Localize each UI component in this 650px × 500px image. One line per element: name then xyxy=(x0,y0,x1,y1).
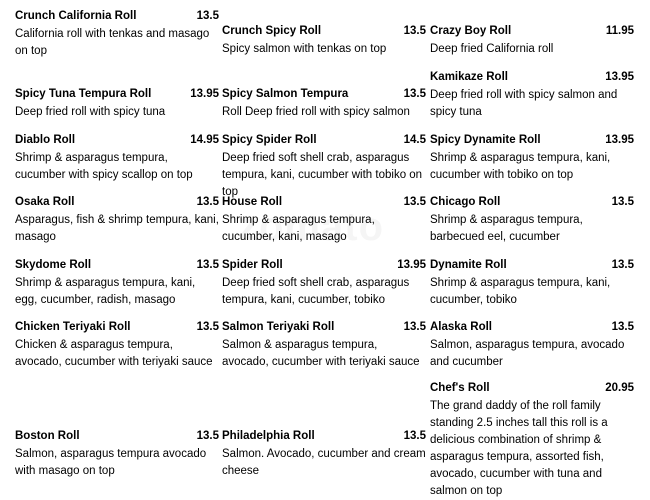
menu-item xyxy=(430,257,634,309)
menu-item xyxy=(222,23,426,58)
item-description: Shrimp & asparagus tempura, kani, egg, cucumber, radish, masago xyxy=(15,277,196,306)
item-name: Diablo Roll xyxy=(15,134,76,146)
item-name: Crunch Spicy Roll xyxy=(222,25,322,37)
menu-item xyxy=(222,132,426,201)
menu-item xyxy=(222,428,426,480)
menu-item xyxy=(15,194,219,246)
item-price: 13.5 xyxy=(611,196,634,208)
item-description: Deep fried soft shell crab, asparagus tempura, kani, cucumber with tobiko on top xyxy=(222,152,423,198)
item-name: Chef's Roll xyxy=(430,382,490,394)
item-description: Shrimp & asparagus tempura, cucumber with spicy scallop on top xyxy=(15,152,193,181)
item-price: 13.5 xyxy=(196,321,219,333)
item-description: Asparagus, fish & shrimp tempura, kani, masago xyxy=(15,214,219,243)
item-price: 14.5 xyxy=(403,134,426,146)
item-price: 13.5 xyxy=(403,430,426,442)
item-name: Osaka Roll xyxy=(15,196,75,208)
item-name: Chicago Roll xyxy=(430,196,501,208)
menu-item xyxy=(430,319,634,371)
item-description: The grand daddy of the roll family standing 2.5 inches tall this roll is a delicious combination of shrimp & asparagus tempura, assorted fish, avocado, cucumber with tuna and salmon on top xyxy=(430,400,608,497)
item-name: Kamikaze Roll xyxy=(430,71,508,83)
menu-item xyxy=(430,23,634,58)
item-price: 11.95 xyxy=(605,25,634,37)
item-price: 13.5 xyxy=(403,88,426,100)
menu-item xyxy=(222,86,426,121)
item-price: 13.5 xyxy=(611,321,634,333)
item-price: 20.95 xyxy=(605,382,634,394)
menu-item xyxy=(430,132,634,184)
item-price: 13.5 xyxy=(196,430,219,442)
item-name: Salmon Teriyaki Roll xyxy=(222,321,335,333)
item-price: 13.5 xyxy=(403,25,426,37)
item-description: Deep fried roll with spicy salmon and spicy tuna xyxy=(430,89,618,118)
item-description: Deep fried soft shell crab, asparagus tempura, kani, cucumber, tobiko xyxy=(222,277,410,306)
item-name: Dynamite Roll xyxy=(430,259,507,271)
item-name: Spicy Tuna Tempura Roll xyxy=(15,88,152,100)
item-name: Spicy Spider Roll xyxy=(222,134,317,146)
item-description: Salmon & asparagus tempura, avocado, cucumber with teriyaki sauce xyxy=(222,339,420,368)
item-description: Spicy salmon with tenkas on top xyxy=(222,43,387,55)
item-price: 13.95 xyxy=(190,88,219,100)
item-name: Crazy Boy Roll xyxy=(430,25,512,37)
item-name: Boston Roll xyxy=(15,430,80,442)
item-description: Shrimp & asparagus tempura, barbecued eel, cucumber xyxy=(430,214,583,243)
item-description: Salmon, asparagus tempura avocado with masago on top xyxy=(15,448,207,477)
item-price: 13.95 xyxy=(605,134,634,146)
item-price: 13.5 xyxy=(196,259,219,271)
menu-item xyxy=(15,86,219,121)
item-price: 13.5 xyxy=(403,196,426,208)
menu-item xyxy=(15,8,219,60)
menu-item xyxy=(430,194,634,246)
menu-item xyxy=(15,319,219,371)
menu-item xyxy=(222,319,426,371)
item-description: Deep fried roll with spicy tuna xyxy=(15,106,166,118)
menu-item xyxy=(430,380,634,500)
item-price: 13.95 xyxy=(397,259,426,271)
item-price: 13.5 xyxy=(611,259,634,271)
menu-item xyxy=(15,132,219,184)
item-price: 13.5 xyxy=(196,196,219,208)
item-description: Shrimp & asparagus tempura, cucumber, kani, masago xyxy=(222,214,375,243)
menu-item xyxy=(15,428,219,480)
item-description: Salmon, asparagus tempura, avocado and cucumber xyxy=(430,339,625,368)
item-description: California roll with tenkas and masago on top xyxy=(15,28,210,57)
item-name: Philadelphia Roll xyxy=(222,430,315,442)
item-description: Shrimp & asparagus tempura, kani, cucumber, tobiko xyxy=(430,277,611,306)
item-description: Roll Deep fried roll with spicy salmon xyxy=(222,106,410,118)
menu-item xyxy=(15,257,219,309)
item-price: 13.95 xyxy=(605,71,634,83)
menu-item xyxy=(222,194,426,246)
item-name: Spicy Dynamite Roll xyxy=(430,134,541,146)
item-name: Skydome Roll xyxy=(15,259,92,271)
item-description: Salmon. Avocado, cucumber and cream cheese xyxy=(222,448,426,477)
item-description: Deep fried California roll xyxy=(430,43,554,55)
item-price: 13.5 xyxy=(403,321,426,333)
item-name: Alaska Roll xyxy=(430,321,492,333)
item-description: Chicken & asparagus tempura, avocado, cucumber with teriyaki sauce xyxy=(15,339,213,368)
menu-item xyxy=(430,69,634,121)
item-price: 14.95 xyxy=(190,134,219,146)
item-name: Crunch California Roll xyxy=(15,10,137,22)
menu-item xyxy=(222,257,426,309)
item-name: Spicy Salmon Tempura xyxy=(222,88,349,100)
item-name: House Roll xyxy=(222,196,283,208)
item-description: Shrimp & asparagus tempura, kani, cucumber with tobiko on top xyxy=(430,152,611,181)
item-price: 13.5 xyxy=(196,10,219,22)
item-name: Chicken Teriyaki Roll xyxy=(15,321,131,333)
item-name: Spider Roll xyxy=(222,259,283,271)
